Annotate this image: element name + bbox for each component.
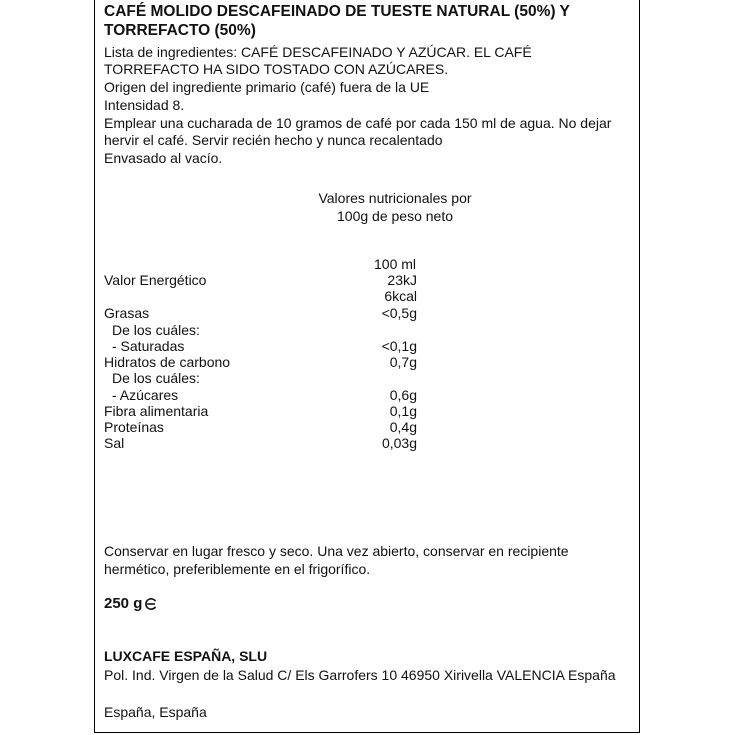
estimated-sign-icon — [144, 597, 158, 611]
nutrition-heading-line-1: Valores nutricionales por — [318, 190, 472, 206]
product-title: CAFÉ MOLIDO DESCAFEINADO DE TUESTE NATURAL (50%) Y TORREFACTO (50%) — [104, 3, 570, 39]
intensity-text: Intensidad 8. — [104, 97, 185, 113]
nutrition-heading-line-2: 100g de peso neto — [337, 208, 453, 224]
storage-line-1: Conservar en lugar fresco y seco. Una vez abierto, conservar en recipiente — [104, 543, 569, 559]
nutrition-row-value: 6kcal — [384, 288, 417, 304]
nutrition-row-value: 0,1g — [389, 403, 417, 419]
nutrition-row-label: Hidratos de carbono — [104, 354, 231, 370]
nutrition-row-label: - Azúcares — [112, 387, 179, 403]
nutrition-row-value: 0,7g — [389, 354, 417, 370]
nutrition-row-value: 0,6g — [389, 387, 417, 403]
nutrition-row-label: De los cuáles: — [112, 322, 200, 338]
company-name: LUXCAFE ESPAÑA, SLU — [104, 648, 268, 664]
origin-countries: España, España — [104, 704, 207, 720]
usage-line-2: hervir el café. Servir recién hecho y nunca recalentado — [104, 132, 443, 148]
net-weight-value: 250 g — [104, 595, 143, 612]
nutrition-row-value: <0,5g — [381, 305, 417, 321]
company-address: Pol. Ind. Virgen de la Salud C/ Els Garrofers 10 46950 Xirivella VALENCIA España — [104, 667, 616, 683]
nutrition-row-label: Fibra alimentaria — [104, 403, 209, 419]
ingredients-line-1: Lista de ingredientes: CAFÉ DESCAFEINADO Y AZÚCAR. EL CAFÉ — [104, 44, 532, 60]
nutrition-row-label: Valor Energético — [104, 272, 207, 288]
origin-text: Origen del ingrediente primario (café) fuera de la UE — [104, 79, 430, 95]
nutrition-row-label: Proteínas — [104, 419, 164, 435]
packaging-text: Envasado al vacío. — [104, 150, 223, 166]
nutrition-row-label: Sal — [104, 435, 125, 451]
nutrition-row-label: - Saturadas — [112, 338, 185, 354]
ingredients-line-2: TORREFACTO HA SIDO TOSTADO CON AZÚCARES. — [104, 61, 449, 77]
nutrition-row-label: De los cuáles: — [112, 370, 200, 386]
storage-line-2: hermético, preferiblemente en el frigorífico. — [104, 561, 371, 577]
nutrition-row-value: 0,4g — [389, 419, 417, 435]
nutrition-row-value: <0,1g — [381, 338, 417, 354]
nutrition-column-header: 100 ml — [374, 256, 417, 272]
usage-line-1: Emplear una cucharada de 10 gramos de café por cada 150 ml de agua. No dejar — [104, 115, 612, 131]
net-weight — [104, 595, 158, 613]
nutrition-row-value: 23kJ — [387, 272, 417, 288]
nutrition-row-label: Grasas — [104, 305, 150, 321]
nutrition-row-value: 0,03g — [381, 435, 417, 451]
